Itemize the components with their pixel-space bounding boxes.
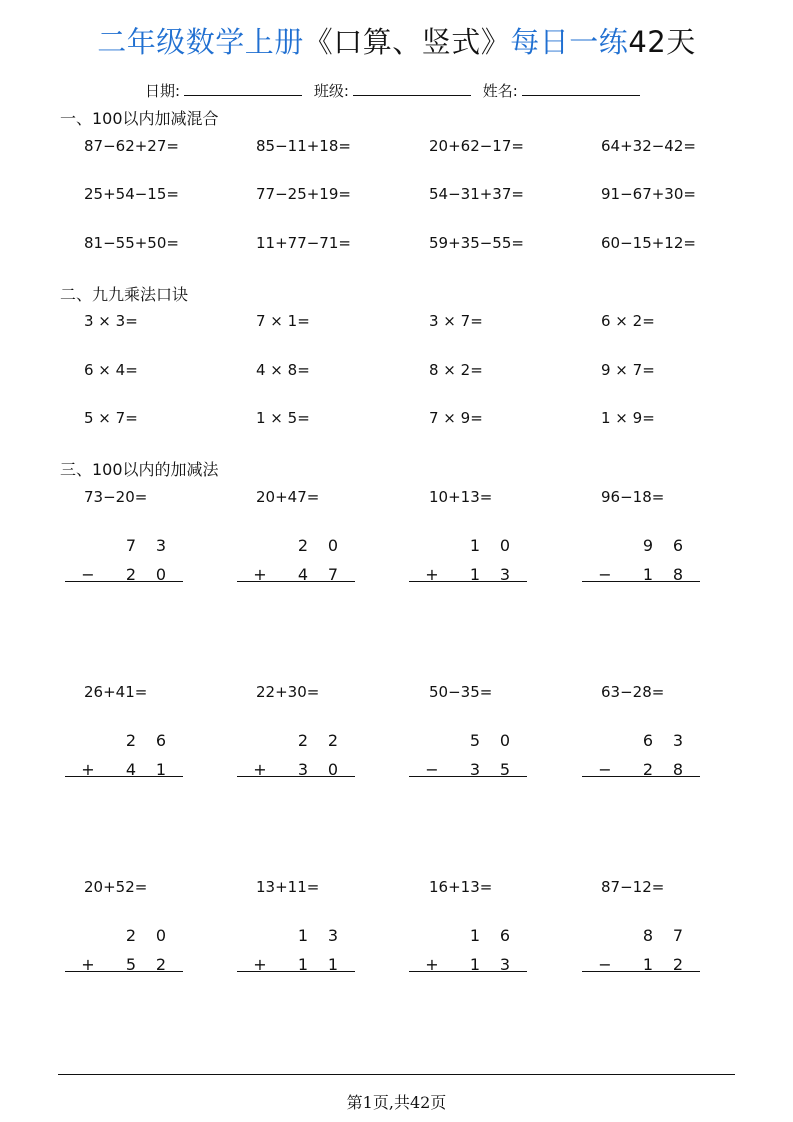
bottom-ones-digit: 3 [499,955,511,974]
mixed-problem: 91−67+30= [601,185,696,203]
top-tens-digit: 1 [469,536,481,555]
multiplication-problem: 5 × 7= [84,409,138,427]
vertical-calculation [582,536,702,592]
top-tens-digit: 7 [125,536,137,555]
vertical-calculation [582,731,702,787]
answer-line [65,776,183,777]
bottom-tens-digit: 1 [469,955,481,974]
bottom-tens-digit: 3 [469,760,481,779]
operator-sign: − [598,760,612,779]
multiplication-problem: 7 × 9= [429,409,483,427]
top-tens-digit: 6 [642,731,654,750]
operator-sign: + [81,955,95,974]
answer-line [582,581,700,582]
section1-title: 一、100以内加减混合 [60,109,219,128]
title-part-3: 每日一练 [510,25,629,59]
vertical-calculation [582,926,702,982]
name-label: 姓名: [482,82,518,100]
answer-line [582,776,700,777]
vertical-expression: 63−28= [601,683,665,701]
bottom-ones-digit: 8 [672,760,684,779]
mixed-problem: 11+77−71= [256,234,351,252]
bottom-tens-digit: 2 [642,760,654,779]
operator-sign: + [253,955,267,974]
top-tens-digit: 2 [125,926,137,945]
operator-sign: − [425,760,439,779]
answer-line [237,776,355,777]
bottom-ones-digit: 7 [327,565,339,584]
vertical-calculation [65,926,185,982]
multiplication-problem: 6 × 4= [84,361,138,379]
top-tens-digit: 2 [125,731,137,750]
class-blank [353,80,471,96]
top-ones-digit: 3 [672,731,684,750]
vertical-expression: 20+47= [256,488,320,506]
bottom-tens-digit: 1 [642,955,654,974]
top-ones-digit: 0 [499,536,511,555]
vertical-calculation [237,926,357,982]
mixed-problem: 85−11+18= [256,137,351,155]
vertical-expression: 73−20= [84,488,148,506]
date-blank [184,80,302,96]
operator-sign: + [253,565,267,584]
operator-sign: + [425,565,439,584]
mixed-problem: 54−31+37= [429,185,524,203]
date-label: 日期: [145,82,181,100]
bottom-ones-digit: 1 [327,955,339,974]
vertical-expression: 13+11= [256,878,320,896]
vertical-expression: 26+41= [84,683,148,701]
multiplication-problem: 8 × 2= [429,361,483,379]
bottom-tens-digit: 3 [297,760,309,779]
bottom-ones-digit: 8 [672,565,684,584]
top-tens-digit: 2 [297,536,309,555]
top-ones-digit: 0 [155,926,167,945]
bottom-ones-digit: 1 [155,760,167,779]
multiplication-problem: 7 × 1= [256,312,310,330]
top-ones-digit: 3 [327,926,339,945]
bottom-ones-digit: 0 [155,565,167,584]
answer-line [237,971,355,972]
mixed-problem: 64+32−42= [601,137,696,155]
bottom-ones-digit: 3 [499,565,511,584]
answer-line [237,581,355,582]
operator-sign: + [253,760,267,779]
bottom-ones-digit: 5 [499,760,511,779]
multiplication-problem: 1 × 9= [601,409,655,427]
top-tens-digit: 1 [469,926,481,945]
bottom-tens-digit: 1 [469,565,481,584]
answer-line [409,971,527,972]
bottom-tens-digit: 2 [125,565,137,584]
bottom-ones-digit: 2 [155,955,167,974]
mixed-problem: 87−62+27= [84,137,179,155]
multiplication-problem: 4 × 8= [256,361,310,379]
top-ones-digit: 2 [327,731,339,750]
mixed-problem: 81−55+50= [84,234,179,252]
bottom-tens-digit: 4 [125,760,137,779]
student-info-row [145,80,647,102]
top-ones-digit: 6 [155,731,167,750]
page-title [0,22,793,62]
answer-line [409,776,527,777]
bottom-ones-digit: 2 [672,955,684,974]
operator-sign: − [598,955,612,974]
vertical-expression: 22+30= [256,683,320,701]
page-footer: 第1页,共42页 [346,1093,447,1112]
class-label: 班级: [313,82,349,100]
vertical-calculation [65,536,185,592]
operator-sign: − [598,565,612,584]
top-tens-digit: 9 [642,536,654,555]
bottom-tens-digit: 1 [297,955,309,974]
title-part-2: 《口算、竖式》 [303,25,511,59]
top-ones-digit: 0 [499,731,511,750]
top-tens-digit: 8 [642,926,654,945]
top-ones-digit: 3 [155,536,167,555]
bottom-tens-digit: 1 [642,565,654,584]
vertical-expression: 16+13= [429,878,493,896]
name-blank [522,80,640,96]
vertical-calculation [237,536,357,592]
top-tens-digit: 1 [297,926,309,945]
section3-title: 三、100以内的加减法 [60,460,219,479]
multiplication-problem: 6 × 2= [601,312,655,330]
multiplication-problem: 9 × 7= [601,361,655,379]
top-ones-digit: 6 [499,926,511,945]
multiplication-problem: 3 × 7= [429,312,483,330]
title-part-1: 二年级数学上册 [97,25,304,59]
section2-title: 二、九九乘法口诀 [60,285,189,304]
answer-line [582,971,700,972]
bottom-tens-digit: 5 [125,955,137,974]
bottom-ones-digit: 0 [327,760,339,779]
vertical-calculation [237,731,357,787]
top-ones-digit: 7 [672,926,684,945]
operator-sign: − [81,565,95,584]
answer-line [65,971,183,972]
answer-line [409,581,527,582]
mixed-problem: 77−25+19= [256,185,351,203]
vertical-calculation [409,926,529,982]
vertical-expression: 50−35= [429,683,493,701]
mixed-problem: 25+54−15= [84,185,179,203]
title-part-4: 42天 [628,25,696,59]
top-tens-digit: 5 [469,731,481,750]
vertical-expression: 10+13= [429,488,493,506]
operator-sign: + [81,760,95,779]
mixed-problem: 60−15+12= [601,234,696,252]
top-ones-digit: 6 [672,536,684,555]
top-tens-digit: 2 [297,731,309,750]
mixed-problem: 20+62−17= [429,137,524,155]
top-ones-digit: 0 [327,536,339,555]
vertical-expression: 96−18= [601,488,665,506]
vertical-expression: 87−12= [601,878,665,896]
footer-divider [58,1074,735,1075]
bottom-tens-digit: 4 [297,565,309,584]
vertical-calculation [409,536,529,592]
operator-sign: + [425,955,439,974]
mixed-problem: 59+35−55= [429,234,524,252]
vertical-calculation [65,731,185,787]
answer-line [65,581,183,582]
multiplication-problem: 1 × 5= [256,409,310,427]
vertical-calculation [409,731,529,787]
multiplication-problem: 3 × 3= [84,312,138,330]
vertical-expression: 20+52= [84,878,148,896]
